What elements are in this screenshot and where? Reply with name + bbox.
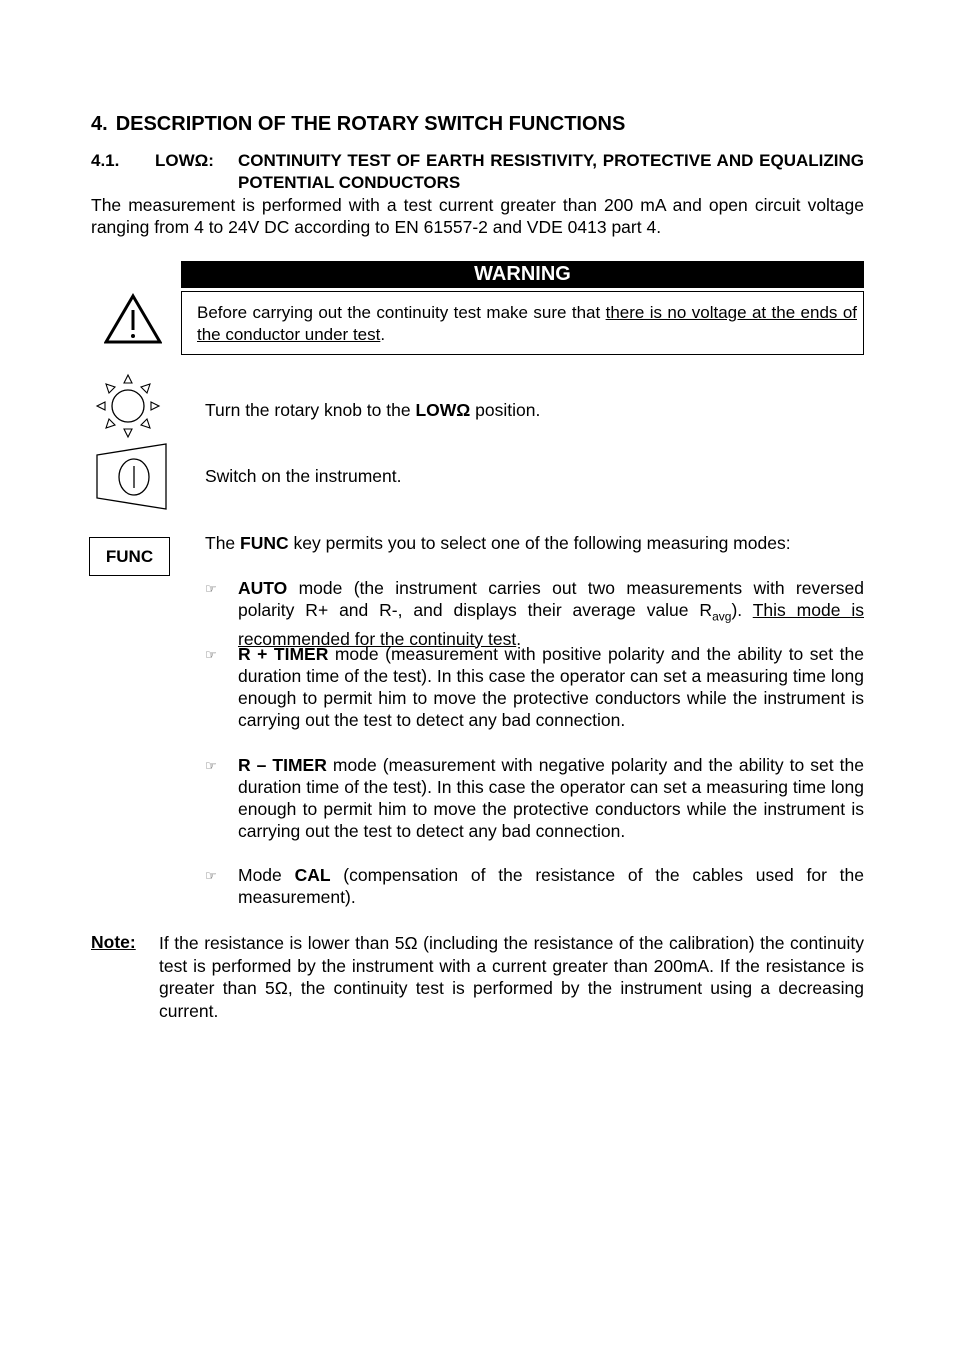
pointing-hand-icon: ☞ — [205, 758, 217, 773]
section-title: DESCRIPTION OF THE ROTARY SWITCH FUNCTIONS — [115, 113, 626, 135]
warning-text — [197, 302, 857, 346]
step-rotary-knob — [205, 400, 540, 421]
func-intro-before: The — [205, 533, 241, 553]
mode-r-minus-timer — [238, 754, 864, 842]
step-switch-on: Switch on the instrument. — [205, 466, 402, 486]
subsection-number: 4.1. — [91, 151, 120, 170]
warning-text-after: . — [380, 325, 386, 344]
section-heading — [91, 113, 625, 136]
mode-rplus-label: R + TIMER — [238, 644, 329, 664]
mode-r-plus-timer — [238, 643, 864, 731]
func-intro-bold: FUNC — [240, 533, 289, 553]
mode-auto-underlined: This mode is recommended for the continuity test — [238, 600, 864, 649]
step-knob-bold: LOWΩ — [415, 400, 471, 420]
func-key-icon: FUNC — [89, 537, 170, 576]
section-number: 4. — [91, 113, 108, 135]
pointing-hand-icon: ☞ — [205, 647, 217, 662]
mode-auto-sub: avg — [712, 609, 732, 624]
intro-paragraph: The measurement is performed with a test current greater than 200 mA and open circuit voltage ranging from 4 to 24V DC according to EN 61557-2 and VDE 0413 part 4. — [91, 195, 864, 237]
pointing-hand-icon: ☞ — [205, 868, 217, 883]
mode-rminus-label: R – TIMER — [238, 755, 327, 775]
mode-cal-label: CAL — [294, 865, 331, 885]
func-intro — [205, 533, 791, 554]
step-knob-after: position. — [470, 400, 541, 420]
subsection-title: CONTINUITY TEST OF EARTH RESISTIVITY, PROTECTIVE AND EQUALIZING POTENTIAL CONDUCTORS — [238, 151, 864, 192]
warning-header: WARNING — [181, 261, 864, 288]
mode-cal-text: (compensation of the resistance of the cables used for the measurement). — [238, 865, 864, 907]
mode-auto-end: . — [516, 628, 522, 649]
note-text: If the resistance is lower than 5Ω (including the resistance of the calibration) the continuity test is performed by the instrument with a current greater than 200mA. If the resistance is greater than 5Ω, the continuity test is performed by the instrument using a decreasing current. — [159, 933, 864, 1022]
mode-auto-text2: ). — [731, 600, 753, 620]
mode-cal-before: Mode — [238, 865, 295, 885]
pointing-hand-icon: ☞ — [205, 581, 217, 596]
mode-auto-label: AUTO — [238, 578, 288, 598]
warning-box — [181, 291, 864, 355]
subsection-key: LOWΩ: — [155, 151, 214, 170]
warning-text-before: Before carrying out the continuity test make sure that — [197, 303, 606, 322]
note-label: Note: — [91, 932, 136, 952]
mode-rplus-text: mode (measurement with positive polarity and the ability to set the duration time of the test). In this case the operator can set a measuring time long enough to permit him to move the protective conductors while the instrument is carrying out the test to detect any bad connection. — [238, 644, 864, 730]
mode-cal — [238, 864, 864, 908]
power-switch-icon — [96, 443, 168, 511]
func-intro-after: key permits you to select one of the following measuring modes: — [288, 533, 791, 553]
mode-auto — [238, 577, 864, 650]
mode-rminus-text: mode (measurement with negative polarity and the ability to set the duration time of the test). In this case the operator can set a measuring time long enough to permit him to move the protective conductors while the instrument is carrying out the test to detect any bad connection. — [238, 755, 864, 841]
rotary-knob-icon — [94, 372, 162, 440]
mode-auto-text: mode (the instrument carries out two measurements with reversed polarity R+ and R-, and displays their average value R — [238, 578, 864, 620]
warning-triangle-icon — [104, 293, 162, 345]
warning-text-underlined: there is no voltage at the ends of the conductor under test — [197, 303, 857, 344]
step-knob-before: Turn the rotary knob to the — [205, 400, 416, 420]
